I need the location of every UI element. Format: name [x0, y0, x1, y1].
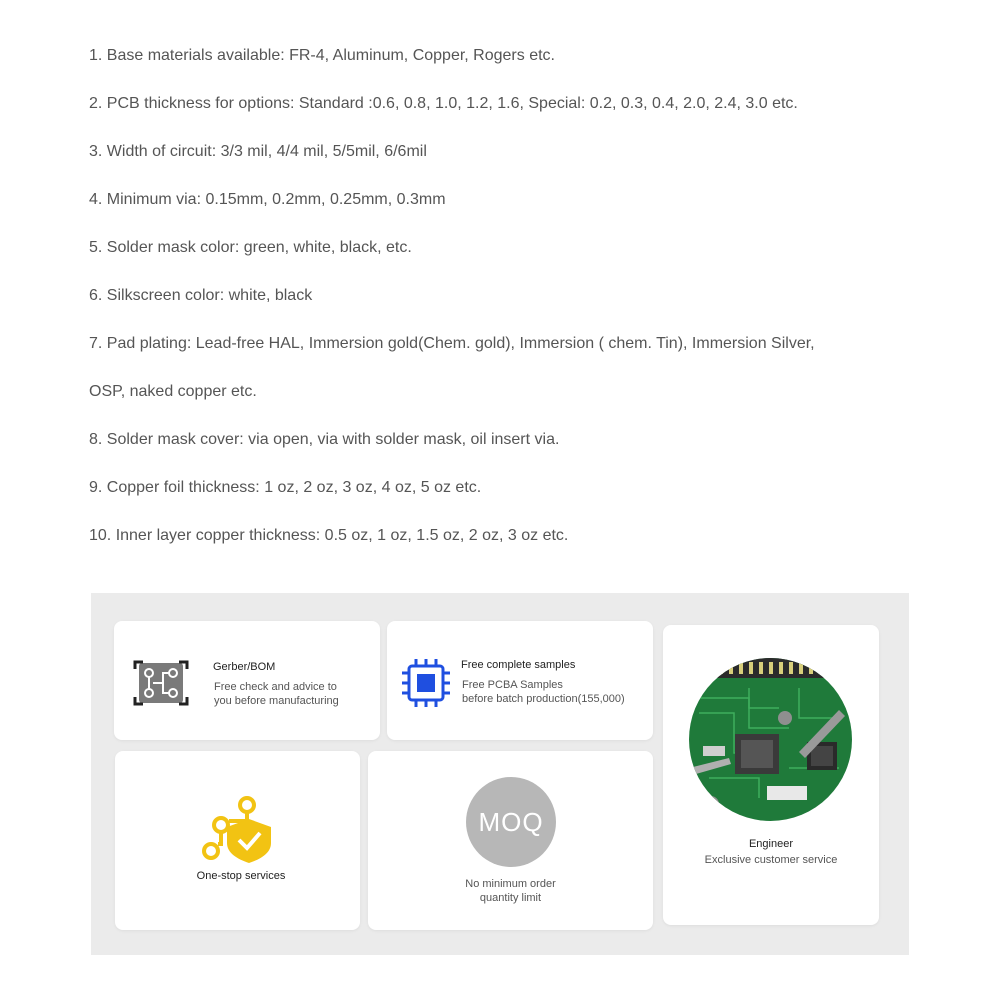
- shield-check-icon: [199, 795, 279, 865]
- card-text: Exclusive customer service: [704, 854, 838, 866]
- services-panel: [91, 593, 909, 955]
- card-title: One-stop services: [196, 870, 286, 882]
- card-title: Engineer: [748, 838, 794, 850]
- spec-line: 4. Minimum via: 0.15mm, 0.2mm, 0.25mm, 0.3mm: [89, 191, 446, 208]
- pcb-photo: [689, 658, 852, 821]
- gerber-card: [114, 621, 380, 740]
- gerber-icon: [133, 659, 189, 707]
- card-text: quantity limit: [479, 892, 542, 904]
- spec-line: 10. Inner layer copper thickness: 0.5 oz, 1 oz, 1.5 oz, 2 oz, 3 oz etc.: [89, 527, 569, 544]
- card-text: No minimum order: [465, 878, 556, 890]
- card-title: Gerber/BOM: [213, 661, 276, 673]
- spec-line: OSP, naked copper etc.: [89, 383, 257, 400]
- spec-line: 2. PCB thickness for options: Standard :0.6, 0.8, 1.0, 1.2, 1.6, Special: 0.2, 0.3, 0.4, 2.0, 2.4, 3.0 etc.: [89, 95, 798, 112]
- spec-line: 9. Copper foil thickness: 1 oz, 2 oz, 3 oz, 4 oz, 5 oz etc.: [89, 479, 482, 496]
- spec-list: [89, 44, 949, 572]
- card-text: Free check and advice to: [214, 681, 337, 693]
- card-title: Free complete samples: [461, 659, 576, 671]
- onestop-card: [115, 751, 360, 930]
- spec-line: 8. Solder mask cover: via open, via with solder mask, oil insert via.: [89, 431, 560, 448]
- card-text: before batch production(155,000): [462, 693, 625, 705]
- spec-line: 5. Solder mask color: green, white, black, etc.: [89, 239, 412, 256]
- card-text: Free PCBA Samples: [462, 679, 563, 691]
- engineer-card: [663, 625, 879, 925]
- card-text: you before manufacturing: [214, 695, 339, 707]
- spec-line: 1. Base materials available: FR-4, Aluminum, Copper, Rogers etc.: [89, 47, 555, 64]
- spec-line: 3. Width of circuit: 3/3 mil, 4/4 mil, 5/5mil, 6/6mil: [89, 143, 427, 160]
- spec-line: 6. Silkscreen color: white, black: [89, 287, 313, 304]
- moq-badge: MOQ: [466, 777, 556, 867]
- samples-card: [387, 621, 653, 740]
- spec-line: 7. Pad plating: Lead-free HAL, Immersion gold(Chem. gold), Immersion ( chem. Tin), Immersion Silver,: [89, 335, 815, 352]
- chip-icon: [401, 658, 451, 708]
- moq-card: [368, 751, 653, 930]
